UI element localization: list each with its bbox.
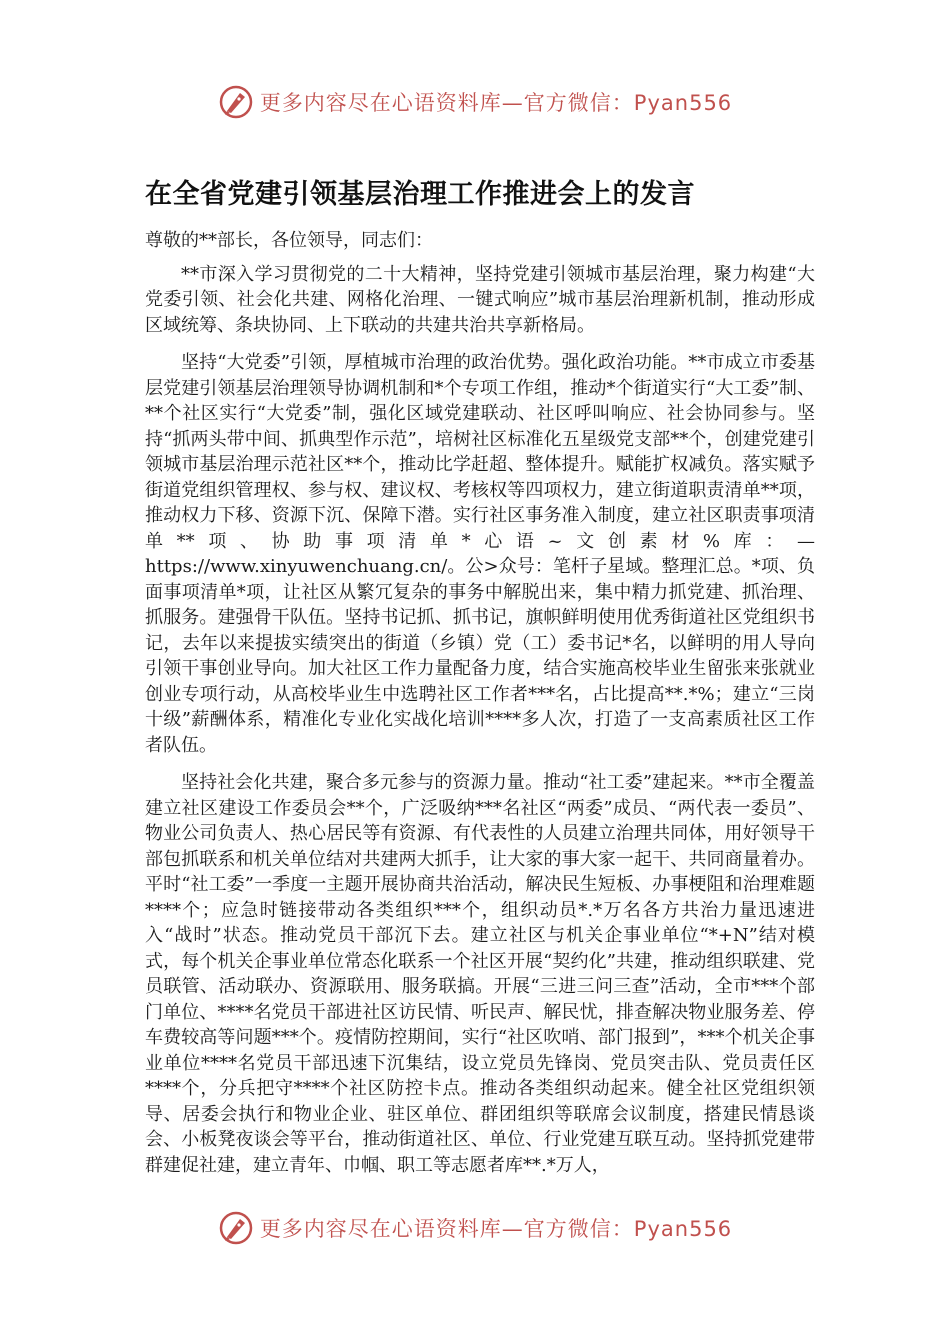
paragraph-party-leadership: 坚持“大党委”引领，厚植城市治理的政治优势。强化政治功能。**市成立市委基层党建引领基层治理领导协调机制和*个专项工作组，推动*个街道实行“大工委”制、**个社区实行“大党委”制，强化区域党建联动、社区呼叫响应、社会协同参与。坚持“抓两头带中间、抓典型作示范”，培树社区标准化五星级党支部**个，创建党建引领城市基层治理示范社区**个，推动比学赶超、整体提升。赋能扩权减负。落实赋予街道党组织管理权、参与权、建议权、考核权等四项权力，建立街道职责清单**项，推动权力下移、资源下沉、保障下潜。实行社区事务准入制度，建立社区职责事项清单**项、协助事项清单*心语~文创素材%库：—https://www.xinyuwenchuang.cn/。公>众号：笔杆子星域。整理汇总。*项、负面事项清单*项，让社区从繁冗复杂的事务中解脱出来，集中精力抓党建、抓治理、抓服务。建强骨干队伍。坚持书记抓、抓书记，旗帜鲜明使用优秀街道社区党组织书记，去年以来提拔实绩突出的街道（乡镇）党（工）委书记*名，以鲜明的用人导向引领干事创业导向。加大社区工作力量配备力度，结合实施高校毕业生留张来张就业创业专项行动，从高校毕业生中选聘社区工作者***名，占比提高**.*%；建立“三岗十级”薪酬体系，精准化专业化实战化培训****多人次，打造了一支高素质社区工作者队伍。 (145, 352, 815, 756)
pen-nib-logo-icon (218, 1210, 254, 1246)
footer-watermark-banner (0, 1208, 950, 1248)
pen-nib-logo-icon (218, 84, 254, 120)
watermark-text: 更多内容尽在心语资料库—官方微信：Pyan556 (259, 1217, 733, 1241)
watermark-text: 更多内容尽在心语资料库—官方微信：Pyan556 (259, 91, 733, 115)
document-title: 在全省党建引领基层治理工作推进会上的发言 (145, 179, 695, 210)
header-watermark-banner (0, 82, 950, 122)
paragraph-intro: **市深入学习贯彻党的二十大精神，坚持党建引领城市基层治理，聚力构建“大党委引领、社会化共建、网格化治理、一键式响应”城市基层治理新机制，推动形成区域统筹、条块协同、上下联动的共建共治共享新格局。 (145, 263, 815, 336)
salutation: 尊敬的**部长，各位领导，同志们： (145, 230, 433, 251)
paragraph-social-co-building: 坚持社会化共建，聚合多元参与的资源力量。推动“社工委”建起来。**市全覆盖建立社区建设工作委员会**个，广泛吸纳***名社区“两委”成员、“两代表一委员”、物业公司负责人、热心居民等有资源、有代表性的人员建立治理共同体，用好领导干部包抓联系和机关单位结对共建两大抓手，让大家的事大家一起干、共同商量着办。平时“社工委”一季度一主题开展协商共治活动，解决民生短板、办事梗阻和治理难题****个；应急时链接带动各类组织***个，组织动员*.*万名各方共治力量迅速进入“战时”状态。推动党员干部沉下去。建立社区与机关企事业单位“*+N”结对模式，每个机关企事业单位常态化联系一个社区开展“契约化”共建，推动组织联建、党员联管、活动联办、资源联用、服务联搞。开展“三进三问三查”活动，全市***个部门单位、****名党员干部进社区访民情、听民声、解民忧，排查解决物业服务差、停车费较高等问题***个。疫情防控期间，实行“社区吹哨、部门报到”，***个机关企事业单位****名党员干部迅速下沉集结，设立党员先锋岗、党员突击队、党员责任区****个，分兵把守****个社区防控卡点。推动各类组织动起来。健全社区党组织领导、居委会执行和物业企业、驻区单位、群团组织等联席会议制度，搭建民情恳谈会、小板凳夜谈会等平台，推动街道社区、单位、行业党建互联互动。坚持抓党建带群建促社建，建立青年、巾帼、职工等志愿者库**.*万人， (145, 772, 815, 1176)
document-body (145, 228, 815, 1190)
